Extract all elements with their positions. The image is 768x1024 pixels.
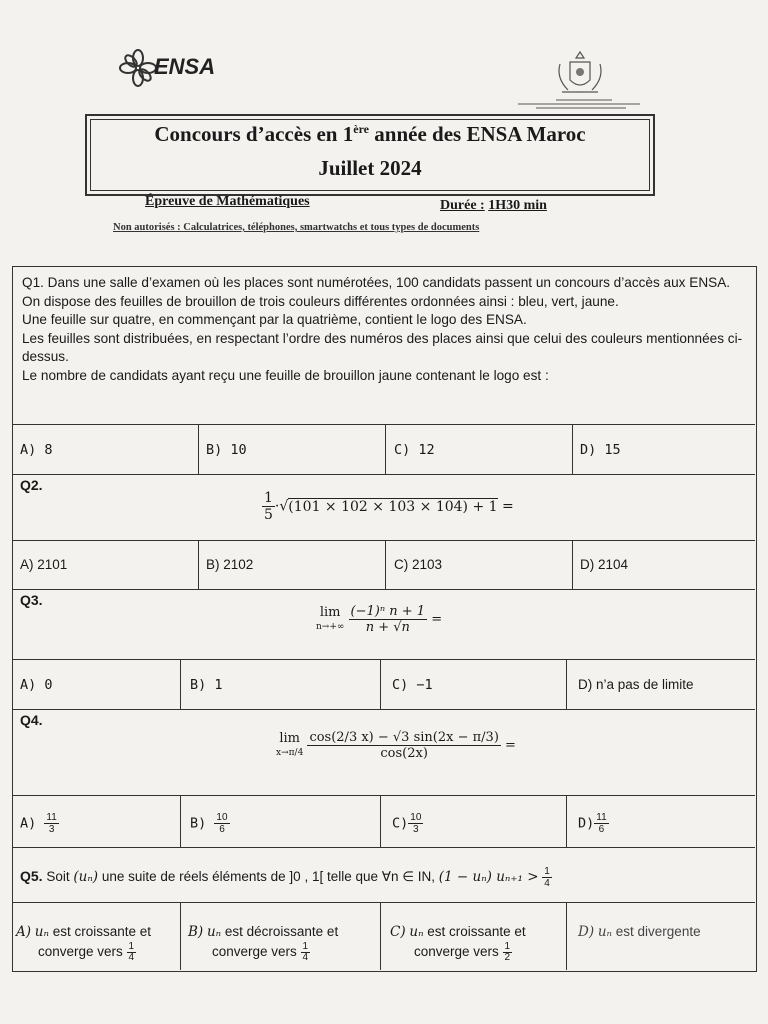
q2-answer-c[interactable]: C) 2103 <box>394 557 443 572</box>
q1-line: On dispose des feuilles de brouillon de trois couleurs différentes ordonnées ainsi : bleu, vert, jaune. <box>22 293 619 309</box>
q3-answer-d[interactable]: D) n’a pas de limite <box>578 677 694 692</box>
question-1 <box>22 274 747 386</box>
q1-line: Les feuilles sont distribuées, en respectant l’ordre des numéros des places ainsi que celui des couleurs mentionnées ci-dessus. <box>22 330 743 365</box>
q3-expression: lim n→+∞ $\frac{\text{(−1)ⁿ n + 1}}{n + √n}$ = <box>316 604 443 635</box>
q2-label: Q2. <box>20 477 43 493</box>
q2-answer-d[interactable]: D) 2104 <box>580 557 629 572</box>
q3-answer-c[interactable]: C) −1 <box>392 677 433 693</box>
q4-answer-b[interactable]: B) $\frac{10}{6}$ <box>190 812 228 835</box>
q3-answer-b[interactable]: B) 1 <box>190 677 223 693</box>
q4-answer-a[interactable]: A) $\frac{11}{3}$ <box>20 812 57 835</box>
q5-answer-a[interactable]: A) uₙ est croissante et converge vers $\frac{1}{4}$ <box>16 924 152 963</box>
exam-title: Concours d’accès en 1ère année des ENSA Maroc <box>154 122 586 146</box>
q5-answer-b[interactable]: B) uₙ est décroissante et converge vers $\frac{1}{4}$ <box>188 924 339 963</box>
q3-answer-a[interactable]: A) 0 <box>20 677 53 693</box>
q4-answer-d[interactable]: D) $\frac{11}{6}$ <box>578 812 607 835</box>
ensa-logo <box>118 46 218 90</box>
divider <box>12 709 755 710</box>
q1-line: Q1. Dans une salle d’examen où les places sont numérotées, 100 candidats passent un concours d’accès aux ENSA. <box>22 275 731 290</box>
divider <box>12 589 755 590</box>
ensa-flower-icon <box>118 48 158 88</box>
duration: Durée : 1H30 min <box>440 198 547 213</box>
q1-answer-d[interactable]: D) 15 <box>580 442 621 458</box>
divider <box>12 659 755 660</box>
q2-answer-b[interactable]: B) 2102 <box>206 557 254 572</box>
not-allowed-notice: Non autorisés : Calculatrices, téléphones, smartwatchs et tous types de documents <box>113 222 480 233</box>
divider <box>12 847 755 848</box>
question-5: Q5. Soit (uₙ) une suite de réels éléments de ]0 , 1[ telle que ∀n ∈ IN, (1 − uₙ) uₙ₊₁ > $\frac{1}{4}$ <box>20 866 550 889</box>
q1-line: Le nombre de candidats ayant reçu une feuille de brouillon jaune contenant le logo est : <box>22 367 549 383</box>
q4-answer-c[interactable]: C) $\frac{10}{3}$ <box>392 812 422 835</box>
subject-title: Épreuve de Mathématiques <box>145 194 310 209</box>
q1-answer-a[interactable]: A) 8 <box>20 442 53 458</box>
divider <box>12 795 755 796</box>
q5-answer-d[interactable]: D) uₙ est divergente <box>578 924 701 940</box>
q1-line: Une feuille sur quatre, en commençant par la quatrième, contient le logo des ENSA. <box>22 312 527 328</box>
ministry-arabic-script <box>516 98 642 110</box>
moroccan-emblem-icon <box>552 48 608 98</box>
ensa-logo-text: ENSA <box>154 54 216 79</box>
q5-answer-c[interactable]: C) uₙ est croissante et converge vers $\frac{1}{2}$ <box>390 924 526 963</box>
q4-expression: lim x→π/4 $\frac{\cos(2/3 x) - √3 \sin(2x - \pi/3)}{\cos(2x)}$ = <box>276 730 516 761</box>
q2-expression: $\frac{1}{5}$ ·√(101 × 102 × 103 × 104) + 1 = <box>264 490 514 523</box>
exam-date: Juillet 2024 <box>318 156 422 180</box>
divider <box>12 902 755 903</box>
q1-answer-c[interactable]: C) 12 <box>394 442 435 458</box>
q4-label: Q4. <box>20 712 43 728</box>
divider <box>12 540 755 541</box>
q1-answer-b[interactable]: B) 10 <box>206 442 247 458</box>
divider <box>12 424 755 425</box>
q3-label: Q3. <box>20 592 43 608</box>
divider <box>12 474 755 475</box>
q2-answer-a[interactable]: A) 2101 <box>20 557 68 572</box>
